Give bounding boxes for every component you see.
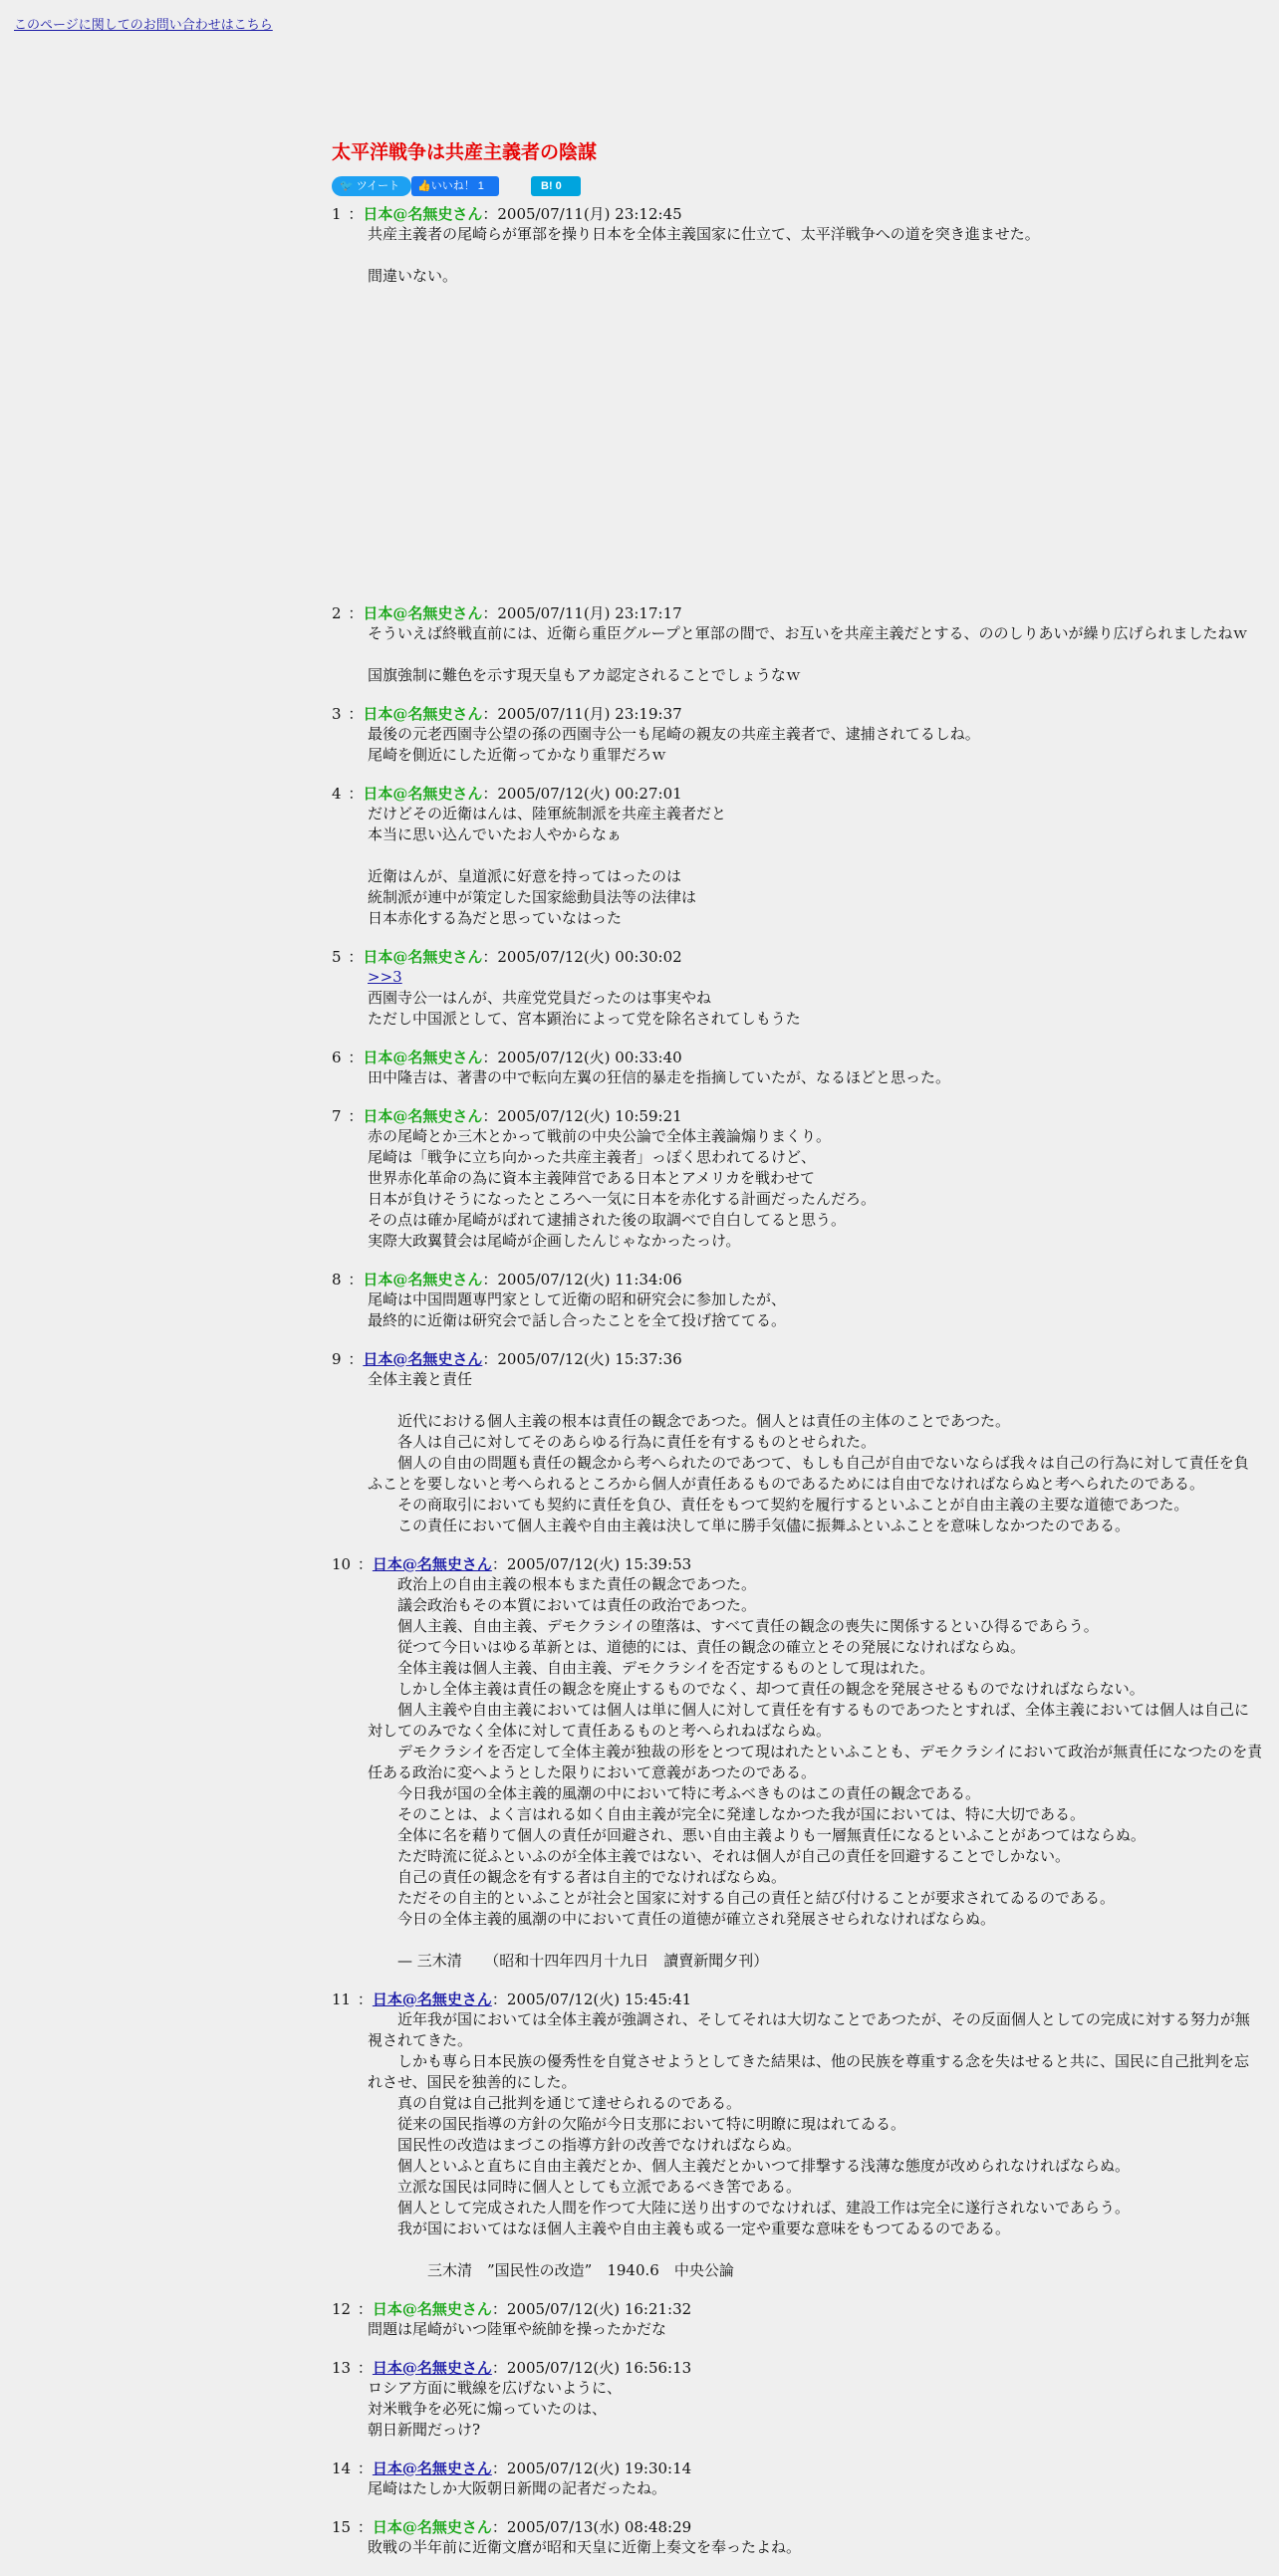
- post-separator: ：: [343, 604, 364, 622]
- post: [332, 2459, 1263, 2499]
- post-separator: ：: [353, 2518, 373, 2536]
- post-line: 尾崎は中国問題専門家として近衛の昭和研究会に参加したが、: [368, 1290, 787, 1308]
- post: [332, 784, 1263, 929]
- post: [332, 204, 1263, 287]
- post-separator: ：: [491, 2518, 507, 2536]
- post-line: ただその自主的といふことが社会と国家に対する自己の責任と結び付けることが要求されてゐるのである。: [368, 1889, 1116, 1907]
- tweet-label: ツイート: [356, 180, 400, 192]
- post-separator: ：: [353, 1991, 373, 2008]
- post-line: 田中隆吉は、著書の中で転向左翼の狂信的暴走を指摘していたが、なるほどと思った。: [368, 1068, 951, 1086]
- post-separator: ：: [491, 1991, 507, 2008]
- post-number: 1: [332, 205, 342, 223]
- post-date: 2005/07/12(火) 15:39:53: [506, 1555, 692, 1573]
- post-header: [332, 204, 1263, 224]
- post-line: 間違いない。: [368, 267, 458, 285]
- post-separator: ：: [482, 1271, 498, 1288]
- poster-name: 日本@名無史さん: [363, 604, 483, 622]
- post-line: この責任において個人主義や自由主義は決して単に勝手気儘に振舞ふといふことを意味しなかつたのである。: [368, 1517, 1131, 1534]
- post-line: 近衛はんが、皇道派に好意を持ってはったのは: [368, 867, 682, 885]
- post-line: 個人主義、自由主義、デモクラシイの堕落は、すべて責任の観念の喪失に関係するといひ得るであらう。: [368, 1617, 1099, 1635]
- post-separator: ：: [482, 1107, 498, 1125]
- contact-link[interactable]: このページに関してのお問い合わせはこちら: [14, 18, 273, 33]
- post-header: [332, 1270, 1263, 1289]
- post-line: [368, 1390, 1263, 1411]
- post-date: 2005/07/12(火) 00:30:02: [497, 948, 682, 966]
- post-number: 6: [332, 1049, 342, 1066]
- post-line: ロシア方面に戦線を広げないように、: [368, 2379, 623, 2397]
- post-date: 2005/07/12(火) 10:59:21: [497, 1107, 682, 1125]
- post-line: その商取引においても契約に責任を負ひ、責任をもつて契約を履行するといふことが自由主義の主要な道徳であつた。: [368, 1496, 1189, 1514]
- post-separator: ：: [482, 1350, 498, 1368]
- post-date: 2005/07/12(火) 19:30:14: [506, 2459, 692, 2477]
- post: [332, 603, 1263, 686]
- like-label: いいね！ 1: [430, 180, 484, 192]
- post-line: 個人といふと直ちに自由主義だとか、個人主義だとかいつて排撃する浅薄な態度が改められなければならぬ。: [368, 2157, 1131, 2175]
- post-line: 対米戦争を必死に煽っていたのは、: [368, 2400, 608, 2418]
- post-separator: ：: [482, 705, 498, 723]
- post-body: [368, 2537, 1263, 2558]
- post-date: 2005/07/11(月) 23:19:37: [497, 705, 682, 723]
- post-date: 2005/07/12(火) 15:37:36: [497, 1350, 682, 1368]
- post-line: 問題は尾崎がいつ陸軍や統帥を操ったかだな: [368, 2320, 667, 2338]
- post-separator: ：: [343, 1350, 364, 1368]
- post-separator: ：: [491, 2459, 507, 2477]
- post-separator: ：: [343, 1049, 364, 1066]
- post-line: [368, 2239, 1263, 2260]
- post-line: 共産主義者の尾崎らが軍部を操り日本を全体主義国家に仕立て、太平洋戦争への道を突き進ませた。: [368, 225, 1040, 243]
- hatena-label: B! 0: [541, 180, 562, 192]
- poster-name: 日本@名無史さん: [363, 205, 483, 223]
- post: [332, 704, 1263, 766]
- post-date: 2005/07/12(火) 15:45:41: [506, 1991, 692, 2008]
- post: [332, 2517, 1263, 2558]
- post-line: 全体主義は個人主義、自由主義、デモクラシイを否定するものとして現はれた。: [368, 1659, 935, 1677]
- post-line: 全体主義と責任: [368, 1370, 473, 1388]
- tweet-button[interactable]: [332, 176, 411, 196]
- post-separator: ：: [343, 785, 364, 803]
- post-line: 日本赤化する為だと思っていなはった: [368, 909, 623, 927]
- post-line: [368, 245, 1263, 266]
- post-number: 13: [332, 2359, 352, 2377]
- post-line: 近年我が国においては全体主義が強調され、そしてそれは大切なことであつたが、その反面個人としての完成に対する努力が無視されてきた。: [368, 2010, 1250, 2049]
- post-line: 三木清 ”国民性の改造” 1940.6 中央公論: [368, 2261, 734, 2279]
- post-number: 10: [332, 1555, 352, 1573]
- poster-name[interactable]: 日本@名無史さん: [372, 1555, 492, 1573]
- post-line: 今日我が国の全体主義的風潮の中において特に考ふべきものはこの責任の観念である。: [368, 1784, 981, 1802]
- poster-name: 日本@名無史さん: [372, 2518, 492, 2536]
- post-line: 尾崎を側近にした近衛ってかなり重罪だろｗ: [368, 746, 667, 764]
- post-line: 各人は自己に対してそのあらゆる行為に責任を有するものとせられた。: [368, 1433, 877, 1451]
- post-body: [368, 1289, 1263, 1331]
- post-date: 2005/07/12(火) 00:33:40: [497, 1049, 682, 1066]
- post-separator: ：: [491, 1555, 507, 1573]
- post: [332, 2299, 1263, 2340]
- post-header: [332, 784, 1263, 804]
- post: [332, 947, 1263, 1030]
- post: [332, 2358, 1263, 2441]
- post-line: だけどその近衛はんは、陸軍統制派を共産主義者だと: [368, 805, 727, 822]
- post-line: 今日の全体主義的風潮の中において責任の道徳が確立され発展させられなければならぬ。: [368, 1910, 996, 1928]
- poster-name: 日本@名無史さん: [363, 705, 483, 723]
- post-body: [368, 724, 1263, 766]
- poster-name[interactable]: 日本@名無史さん: [372, 2359, 492, 2377]
- reply-anchor-link[interactable]: >>3: [368, 968, 402, 986]
- post-line: 本当に思い込んでいたお人やからなぁ: [368, 825, 623, 843]
- poster-name: 日本@名無史さん: [363, 948, 483, 966]
- poster-name: 日本@名無史さん: [372, 2300, 492, 2318]
- post-date: 2005/07/13(水) 08:48:29: [506, 2518, 692, 2536]
- post-separator: ：: [343, 1271, 364, 1288]
- post-line: 日本が負けそうになったところへ一気に日本を赤化する計画だったんだろ。: [368, 1190, 877, 1208]
- post-line: 我が国においてはなほ個人主義や自由主義も或る一定や重要な意味をもつてゐるのである。: [368, 2220, 1011, 2237]
- thread-main: [332, 137, 1263, 2576]
- poster-name: 日本@名無史さん: [363, 785, 483, 803]
- post-line: しかも専ら日本民族の優秀性を自覚させようとしてきた結果は、他の民族を尊重する念を失はせると共に、国民に自己批判を忘れさせ、国民を独善的にした。: [368, 2052, 1250, 2091]
- post-line: 尾崎は「戦争に立ち向かった共産主義者」っぽく思われてるけど、: [368, 1148, 817, 1166]
- post-separator: ：: [482, 205, 498, 223]
- post-number: 14: [332, 2459, 352, 2477]
- post-header: [332, 1554, 1263, 1574]
- post-line: そういえば終戦直前には、近衛ら重臣グループと軍部の間で、お互いを共産主義だとする、ののしりあいが繰り広げられましたねｗ: [368, 624, 1248, 642]
- post-line: デモクラシイを否定して全体主義が独裁の形をとつて現はれたといふことも、デモクラシイにおいて政治が無責任になつたのを責任ある政治に変へようとした限りにおいて意義があつたのである。: [368, 1743, 1263, 1781]
- post-line: 尾崎はたしか大阪朝日新聞の記者だったね。: [368, 2479, 667, 2497]
- post-line: 国民性の改造はまづこの指導方針の改善でなければならぬ。: [368, 2136, 802, 2154]
- post-body: [368, 804, 1263, 929]
- post-number: 8: [332, 1271, 342, 1288]
- post-header: [332, 2299, 1263, 2319]
- post-line: 赤の尾崎とか三木とかって戦前の中央公論で全体主義論煽りまくり。: [368, 1127, 832, 1145]
- post-line: ただ時流に従ふといふのが全体主義ではない、それは個人が自己の責任を回避することでしかない。: [368, 1847, 1071, 1865]
- post-list: [332, 204, 1263, 2558]
- post-line: [368, 1930, 1263, 1951]
- post-line: 政治上の自由主義の根本もまた責任の観念であつた。: [368, 1575, 757, 1593]
- post-date: 2005/07/12(火) 11:34:06: [497, 1271, 682, 1288]
- post-line: 世界赤化革命の為に資本主義陣営である日本とアメリカを戦わせて: [368, 1169, 815, 1187]
- post-line: 全体に名を藉りて個人の責任が回避され、悪い自由主義よりも一層無責任になるといふことがあつてはならぬ。: [368, 1826, 1146, 1844]
- post-line: [368, 845, 1263, 866]
- like-button[interactable]: [411, 176, 499, 196]
- post-separator: ：: [343, 948, 364, 966]
- post-date: 2005/07/12(火) 16:21:32: [506, 2300, 692, 2318]
- post-line: 立派な国民は同時に個人としても立派であるべき筈である。: [368, 2178, 802, 2196]
- post-body: [368, 623, 1263, 686]
- post-line: [368, 644, 1263, 665]
- post-line: 朝日新聞だっけ?: [368, 2421, 481, 2439]
- post-line: 最終的に近衛は研究会で話し合ったことを全て投げ捨ててる。: [368, 1311, 787, 1329]
- post-separator: ：: [482, 1049, 498, 1066]
- post: [332, 1349, 1263, 1536]
- post-separator: ：: [353, 2459, 373, 2477]
- post-line: 近代における個人主義の根本は責任の観念であつた。個人とは責任の主体のことであつた。: [368, 1412, 1011, 1430]
- post-body: [368, 967, 1263, 1030]
- post-header: [332, 2358, 1263, 2378]
- post: [332, 1270, 1263, 1331]
- post-date: 2005/07/12(火) 00:27:01: [497, 785, 682, 803]
- post-number: 2: [332, 604, 342, 622]
- hatena-bookmark-button[interactable]: [531, 176, 581, 196]
- poster-name: 日本@名無史さん: [363, 1049, 483, 1066]
- post-separator: ：: [482, 785, 498, 803]
- post-line: 統制派が連中が策定した国家総動員法等の法律は: [368, 888, 697, 906]
- post-line: 西園寺公一はんが、共産党党員だったのは事実やね: [368, 989, 712, 1007]
- post-body: [368, 1369, 1263, 1536]
- post-number: 7: [332, 1107, 342, 1125]
- post: [332, 1990, 1263, 2281]
- post-body: [368, 2378, 1263, 2441]
- post-number: 5: [332, 948, 342, 966]
- post-number: 15: [332, 2518, 352, 2536]
- post-separator: ：: [482, 948, 498, 966]
- post-separator: ：: [353, 1555, 373, 1573]
- post-line: 自己の責任の観念を有する者は自主的でなければならぬ。: [368, 1868, 787, 1886]
- post-line: 実際大政翼賛会は尾崎が企画したんじゃなかったっけ。: [368, 1232, 741, 1250]
- post-body: [368, 2319, 1263, 2340]
- post-line: しかし全体主義は責任の観念を廃止するものでなく、却つて責任の観念を発展させるものでなければならない。: [368, 1680, 1145, 1698]
- post-header: [332, 603, 1263, 623]
- post-line: 最後の元老西園寺公望の孫の西園寺公一も尾崎の親友の共産主義者で、逮捕されてるしね。: [368, 725, 980, 743]
- post-header: [332, 947, 1263, 967]
- post-body: [368, 1126, 1263, 1252]
- post-line: 敗戦の半年前に近衛文麿が昭和天皇に近衛上奏文を奉ったよね。: [368, 2538, 802, 2556]
- post-line: 真の自覚は自己批判を通じて達せられるのである。: [368, 2094, 742, 2112]
- post-line: 従来の国民指導の方針の欠陥が今日支那において特に明瞭に現はれてゐる。: [368, 2115, 906, 2133]
- post-line: 個人として完成された人間を作つて大陸に送り出すのでなければ、建設工作は完全に遂行されないであらう。: [368, 2199, 1131, 2217]
- post-separator: ：: [353, 2300, 373, 2318]
- post-body: [368, 2009, 1263, 2281]
- post-date: 2005/07/11(月) 23:12:45: [497, 205, 682, 223]
- post-line: ただし中国派として、宮本顕治によって党を除名されてしもうた: [368, 1010, 801, 1028]
- post-separator: ：: [491, 2359, 507, 2377]
- post-date: 2005/07/11(月) 23:17:17: [497, 604, 682, 622]
- post-header: [332, 2459, 1263, 2478]
- share-bar: [332, 176, 1263, 196]
- post-line: 国旗強制に難色を示す現天皇もアカ認定されることでしょうなｗ: [368, 666, 801, 684]
- post-header: [332, 1990, 1263, 2009]
- post-number: 12: [332, 2300, 352, 2318]
- post-number: 3: [332, 705, 342, 723]
- post-separator: ：: [343, 205, 364, 223]
- poster-name: 日本@名無史さん: [363, 1271, 483, 1288]
- post-body: [368, 1067, 1263, 1088]
- post-number: 11: [332, 1991, 352, 2008]
- post-header: [332, 2517, 1263, 2537]
- post-separator: ：: [343, 705, 364, 723]
- post-line: そのことは、よく言はれる如く自由主義が完全に発達しなかつた我が国においては、特に大切である。: [368, 1805, 1086, 1823]
- post-line: 従つて今日いはゆる革新とは、道徳的には、責任の観念の確立とその発展になければならぬ。: [368, 1638, 1026, 1656]
- poster-name[interactable]: 日本@名無史さん: [372, 1991, 492, 2008]
- thumbs-up-icon: 👍: [417, 180, 431, 192]
- post-separator: ：: [482, 604, 498, 622]
- post-line: — 三木清 （昭和十四年四月十九日 讀賣新聞夕刊）: [368, 1952, 769, 1970]
- poster-name[interactable]: 日本@名無史さん: [363, 1350, 483, 1368]
- post-number: 9: [332, 1350, 342, 1368]
- post-separator: ：: [353, 2359, 373, 2377]
- twitter-bird-icon: 🐦: [340, 180, 354, 192]
- post-header: [332, 1048, 1263, 1067]
- post-line: 議会政治もその本質においては責任の政治であつた。: [368, 1596, 757, 1614]
- post-body: [368, 1574, 1263, 1972]
- post-header: [332, 1106, 1263, 1126]
- post-line: 個人の自由の問題も責任の観念から考へられたのであつて、もしも自己が自由でないならば我々は自己の行為に対して責任を負ふことを要しないと考へられるところから個人が責任あるものであるためには自由でなければならぬと考へられたのである。: [368, 1454, 1249, 1493]
- page-title: 太平洋戦争は共産主義者の陰謀: [332, 141, 598, 163]
- post-separator: ：: [343, 1107, 364, 1125]
- post-separator: ：: [491, 2300, 507, 2318]
- poster-name: 日本@名無史さん: [363, 1107, 483, 1125]
- post-header: [332, 1349, 1263, 1369]
- post-line: その点は確か尾崎がばれて逮捕された後の取調べで自白してると思う。: [368, 1211, 847, 1229]
- post-date: 2005/07/12(火) 16:56:13: [506, 2359, 692, 2377]
- poster-name[interactable]: 日本@名無史さん: [372, 2459, 492, 2477]
- post-body: [368, 224, 1263, 287]
- post-body: [368, 2478, 1263, 2499]
- post: [332, 1106, 1263, 1252]
- post: [332, 1554, 1263, 1972]
- post-number: 4: [332, 785, 342, 803]
- post-line: 個人主義や自由主義においては個人は単に個人に対して責任を有するものであつたとすれば、全体主義においては個人は自己に対してのみでなく全体に対して責任あるものと考へられねばならぬ。: [368, 1701, 1250, 1740]
- post-header: [332, 704, 1263, 724]
- post: [332, 1048, 1263, 1088]
